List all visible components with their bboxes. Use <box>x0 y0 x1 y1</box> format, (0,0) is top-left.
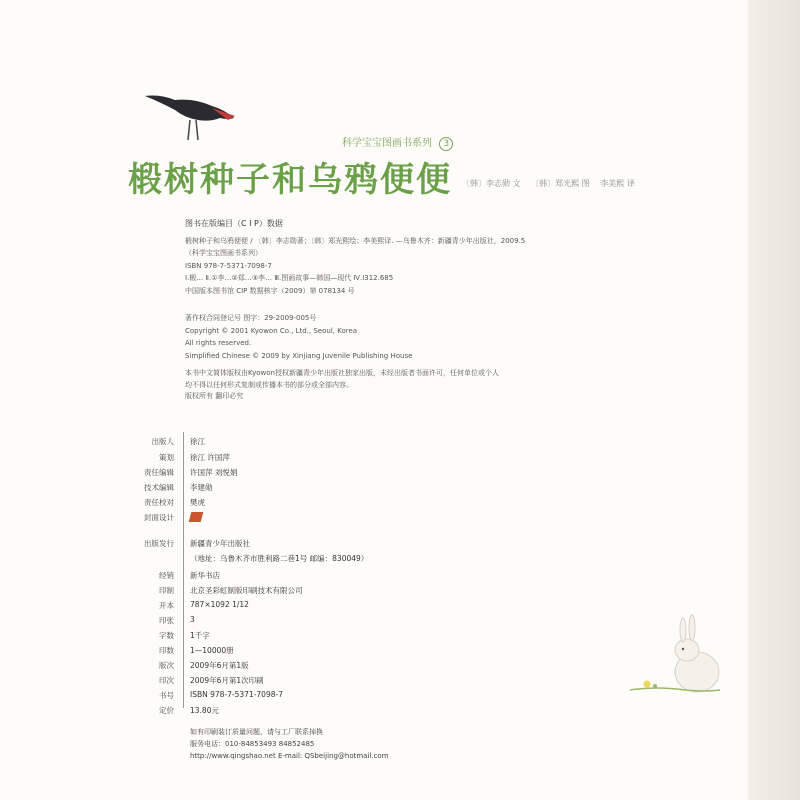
rabbit-illustration <box>625 610 725 700</box>
spec-label: 字数 <box>159 631 174 640</box>
illustrator-credit: 〔韩〕郑光熙 图 <box>531 179 590 188</box>
translator-credit: 李美熙 译 <box>600 179 635 188</box>
spec-label: 版次 <box>159 661 174 670</box>
staff-label: 封面设计 <box>144 513 174 522</box>
staff-value: 徐江 许国萍 <box>190 453 230 462</box>
publisher-address: （地址：乌鲁木齐市胜利路二巷1号 邮编：830049） <box>190 554 369 563</box>
notice-line: 本书中文简体版权由Kyowon授权新疆青少年出版社独家出版，未经出版者书面许可，任何单位或个人 <box>185 369 499 377</box>
spec-label: 印制 <box>159 586 174 595</box>
spec-label: 开本 <box>159 601 174 610</box>
staff-label: 出版人 <box>151 437 174 446</box>
designer-logo-icon <box>189 512 204 522</box>
notice-line: 均不得以任何形式复制或传播本书的部分或全部内容。 <box>185 380 353 389</box>
cip-block <box>185 218 525 297</box>
spec-label: 经销 <box>159 571 174 580</box>
staff-value: 许国萍 刘悦娟 <box>190 468 238 477</box>
footer-line: 如有印刷装订质量问题，请与工厂联系掉换 <box>190 728 323 736</box>
staff-divider <box>183 432 184 708</box>
spec-value: 北京圣彩虹制版印刷技术有限公司 <box>190 586 303 595</box>
footer-line: http://www.qingshao.net E-mail: QSbeijing@hotmail.com <box>190 752 389 760</box>
spec-value: 2009年6月第1版 <box>190 661 249 670</box>
series-label <box>342 134 453 151</box>
spec-label: 印数 <box>159 646 174 655</box>
spec-value: ISBN 978-7-5371-7098-7 <box>190 690 283 699</box>
spec-value: 1—10000册 <box>190 646 234 655</box>
staff-value: 李建勋 <box>190 483 213 492</box>
staff-value: 樊虎 <box>190 498 205 507</box>
publisher-name: 新疆青少年出版社 <box>190 539 250 548</box>
copyright-line: Copyright © 2001 Kyowon Co., Ltd., Seoul, Korea <box>185 326 358 335</box>
footer-notice <box>190 726 389 762</box>
credits <box>462 178 643 189</box>
staff-label: 责任编辑 <box>144 468 174 477</box>
copyright-block <box>185 312 412 362</box>
spec-label: 印张 <box>159 616 174 625</box>
series-name: 科学宝宝图画书系列 <box>342 138 432 149</box>
spec-label: 印次 <box>159 676 174 685</box>
cip-line: ISBN 978-7-5371-7098-7 <box>185 261 272 270</box>
rights-notice <box>185 368 499 403</box>
cip-line: 椴树种子和乌鸦便便 / 〔韩〕李志勋著；〔韩〕郑光熙绘；李美熙译. —乌鲁木齐：新疆青少年出版社，2009.5 <box>185 236 526 245</box>
spec-value: 1千字 <box>190 631 210 640</box>
crow-illustration <box>140 88 240 148</box>
staff-label: 技术编辑 <box>144 483 174 492</box>
copyright-registration: 著作权合同登记号 图字：29-2009-005号 <box>185 314 317 322</box>
spec-value: 2009年6月第1次印刷 <box>190 676 264 685</box>
series-number: 3 <box>439 137 453 151</box>
footer-line: 服务电话：010-84853493 84852485 <box>190 740 315 748</box>
spec-value: 13.80元 <box>190 706 219 715</box>
author-credit: 〔韩〕李志勋 文 <box>462 179 521 188</box>
spec-label: 书号 <box>159 691 174 700</box>
spec-value: 新华书店 <box>190 571 220 580</box>
copyright-line: All rights reserved. <box>185 339 252 347</box>
spec-label: 定价 <box>159 706 174 715</box>
copyright-line: Simplified Chinese © 2009 by Xinjiang Juvenile Publishing House <box>185 351 413 360</box>
book-title: 椴树种子和乌鸦便便 <box>128 160 452 200</box>
staff-label: 责任校对 <box>144 498 174 507</box>
cover-design-value <box>190 512 202 524</box>
staff-label: 策划 <box>159 453 174 462</box>
cip-line: （科学宝宝图画书系列） <box>185 249 262 257</box>
spec-value: 3 <box>190 615 195 624</box>
cip-heading: 图书在版编目（C I P）数据 <box>185 219 283 228</box>
spec-value: 787×1092 1/12 <box>190 600 249 609</box>
cip-line: 中国版本图书馆 CIP 数据核字（2009）第 078134 号 <box>185 286 355 295</box>
staff-value: 徐江 <box>190 437 205 446</box>
notice-line: 版权所有 翻印必究 <box>185 392 244 400</box>
publisher-label: 出版发行 <box>144 539 174 548</box>
page-edge-shadow <box>748 0 800 800</box>
cip-line: Ⅰ.椴… Ⅱ.①李…②郑…③李… Ⅲ.图画故事—韩国—现代 Ⅳ.I312.685 <box>185 274 394 282</box>
